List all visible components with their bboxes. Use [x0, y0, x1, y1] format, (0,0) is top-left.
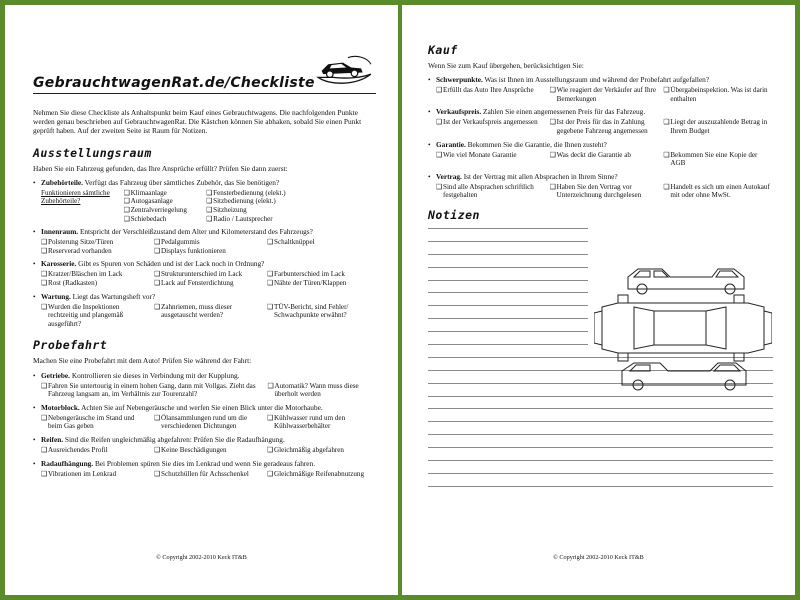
checklist-item-karosserie — [33, 259, 376, 287]
checkbox-icon[interactable]: ❑ — [267, 445, 274, 454]
checkbox-option[interactable]: ❑ Pedalgummis — [154, 238, 200, 247]
bullet-icon: • — [33, 402, 36, 412]
item-label: Vertrag. — [436, 171, 462, 181]
checkbox-icon[interactable]: ❑ — [267, 238, 274, 247]
item-label: Verkaufspreis. — [436, 107, 482, 117]
note-line[interactable] — [428, 292, 588, 305]
checklist-item-reifen — [33, 435, 376, 455]
item-label: Wartung. — [41, 291, 71, 301]
checkbox-icon[interactable]: ❑ — [549, 86, 556, 95]
item-label: Reifen. — [41, 434, 64, 444]
checklist-item-garantie — [428, 140, 773, 168]
checkbox-option[interactable]: ❑ Wie viel Monate Garantie — [436, 151, 546, 168]
note-line[interactable] — [428, 460, 773, 473]
item-text: Bei Problemen spüren Sie dies im Lenkrad und wenn Sie geradeaus fahren. — [94, 458, 316, 468]
checkbox-icon[interactable]: ❑ — [549, 182, 556, 191]
checkbox-icon[interactable]: ❑ — [436, 86, 443, 95]
checkbox-icon[interactable]: ❑ — [41, 445, 48, 454]
checkbox-option[interactable]: ❑ Sitzheizung — [206, 206, 247, 214]
item-label: Radaufhängung. — [41, 458, 94, 468]
item-text: Kontrollieren sie dieses in Verbindung mit der Kupplung. — [71, 370, 240, 380]
bullet-icon: • — [33, 291, 36, 301]
checkbox-icon[interactable]: ❑ — [267, 278, 274, 287]
checklist-item-getriebe — [33, 371, 376, 399]
note-line[interactable] — [428, 421, 773, 434]
checkbox-option[interactable]: ❑ Schiebedach — [123, 214, 167, 223]
note-line[interactable] — [428, 434, 773, 447]
bullet-icon: • — [428, 171, 431, 181]
checkbox-option[interactable]: ❑ Ölansammlungen rund um die verschiedenen Dichtungen — [154, 413, 248, 431]
section-heading-ausstellungsraum: Ausstellungsraum — [33, 145, 152, 160]
checkbox-option[interactable]: ❑ Bekommen Sie eine Kopie der AGB — [663, 150, 758, 168]
note-line[interactable] — [428, 486, 773, 499]
checkbox-icon[interactable]: ❑ — [154, 238, 161, 247]
checkbox-icon[interactable]: ❑ — [123, 214, 130, 223]
note-line[interactable] — [428, 408, 773, 421]
section-lead: Machen Sie eine Probefahrt mit dem Auto! Prüfen Sie während der Fahrt: — [33, 356, 252, 366]
checkbox-option[interactable]: ❑ Radio / Lautsprecher — [206, 214, 273, 223]
checkbox-option[interactable]: ❑ Autogasanlage — [123, 197, 173, 206]
checkbox-option[interactable]: ❑ Sind alle Absprachen schriftlich festgehalten — [436, 182, 534, 200]
checkbox-icon[interactable]: ❑ — [267, 302, 274, 311]
checkbox-option[interactable]: ❑ Reserverad vorhanden — [41, 246, 112, 255]
checklist-item-vertrag — [428, 172, 773, 200]
checkbox-option[interactable]: ❑ Kühlwasser rund um den Kühlwasserbehälter — [267, 413, 346, 431]
checkbox-icon[interactable]: ❑ — [663, 86, 670, 95]
item-label: Karosserie. — [41, 259, 77, 269]
item-text: Sind die Reifen ungleichmäßig abgefahren: Prüfen Sie die Radaufhängung. — [64, 434, 285, 444]
checkbox-option[interactable]: ❑ Keine Beschädigungen — [154, 445, 227, 454]
checkbox-option[interactable]: ❑ Gleichmäßige Reifenabnutzung — [267, 469, 365, 478]
item-text: Achten Sie auf Nebengeräusche und werfen Sie einen Blick unter die Motorhaube. — [81, 402, 323, 412]
checkbox-icon[interactable]: ❑ — [41, 381, 48, 390]
zubehoer-link-line1[interactable]: Funktionieren sämtliche — [41, 188, 110, 197]
checkbox-icon[interactable]: ❑ — [41, 278, 48, 287]
checkbox-option[interactable]: ❑ Liegt der auszuzahlende Betrag in Ihrem Budget — [663, 118, 768, 135]
checkbox-option[interactable]: ❑ Was deckt die Garantie ab — [550, 151, 660, 168]
checkbox-icon[interactable]: ❑ — [41, 469, 48, 478]
item-label: Zubehörteile. — [41, 177, 83, 187]
checkbox-option[interactable]: ❑ Ist der Verkaufspreis angemessen — [436, 118, 546, 135]
checkbox-icon[interactable]: ❑ — [549, 118, 556, 127]
section-heading-kauf: Kauf — [428, 43, 458, 57]
checkbox-option[interactable]: ❑ Strukturunterschied im Lack — [154, 270, 243, 279]
checkbox-icon[interactable]: ❑ — [663, 118, 670, 127]
checklist-item-radaufhaengung — [33, 459, 376, 479]
checkbox-option[interactable]: ❑ Displays funktionieren — [154, 246, 226, 255]
bullet-icon: • — [33, 434, 36, 444]
checkbox-option[interactable]: ❑ Erfüllt das Auto Ihre Ansprüche — [436, 86, 546, 103]
checkbox-option[interactable]: ❑ Sitzbedienung (elekt.) — [206, 197, 276, 206]
item-label: Motorblock. — [41, 402, 80, 412]
section-heading-notizen: Notizen — [428, 207, 480, 222]
checkbox-option[interactable]: ❑ Lack auf Fensterdichtung — [154, 278, 234, 287]
item-label: Schwerpunkte. — [436, 75, 483, 85]
note-line[interactable] — [428, 344, 588, 357]
checkbox-icon[interactable]: ❑ — [436, 118, 443, 127]
checkbox-icon[interactable]: ❑ — [154, 278, 161, 287]
checkbox-icon[interactable]: ❑ — [436, 150, 443, 159]
bullet-icon: • — [428, 75, 431, 85]
checkbox-option[interactable]: ❑ Nähte der Türen/Klappen — [267, 278, 347, 287]
checklist-item-motorblock — [33, 403, 376, 431]
copyright-footer: © Copyright 2002-2010 Keck IT&B — [553, 554, 644, 561]
item-text: Verfügt das Fahrzeug über sämtliches Zubehör, das Sie benötigen? — [84, 177, 280, 187]
zubehoer-link-block[interactable] — [41, 189, 120, 223]
item-text: Entspricht der Verschleißzustand dem Alter und Kilometerstand des Fahrzeugs? — [79, 227, 313, 237]
checkbox-option[interactable]: ❑ Nebengeräusche im Stand und beim Gas geben — [41, 413, 135, 431]
checklist-item-schwerpunkte — [428, 75, 773, 103]
checkbox-option[interactable]: ❑ Zentralverriegelung — [123, 206, 187, 214]
checkbox-icon[interactable]: ❑ — [206, 188, 213, 197]
checkbox-option[interactable]: ❑ Vibrationen im Lenkrad — [41, 469, 117, 478]
checkbox-option[interactable]: ❑ Farbunterschied im Lack — [267, 270, 345, 279]
checklist-item-verkaufspreis — [428, 107, 773, 135]
section-lead: Wenn Sie zum Kauf übergehen, berücksichtigen Sie: — [428, 61, 584, 70]
checkbox-option[interactable]: ❑ Gleichmäßig abgefahren — [267, 445, 344, 454]
checkbox-icon[interactable]: ❑ — [206, 197, 213, 206]
checkbox-icon[interactable]: ❑ — [41, 238, 48, 247]
checkbox-option[interactable]: ❑ Rost (Radkasten) — [41, 278, 98, 287]
checkbox-icon[interactable]: ❑ — [41, 413, 48, 422]
checkbox-icon[interactable]: ❑ — [123, 206, 130, 214]
note-line[interactable] — [428, 267, 588, 280]
checkbox-icon[interactable]: ❑ — [154, 246, 161, 255]
checkbox-icon[interactable]: ❑ — [549, 150, 556, 159]
bullet-icon: • — [33, 259, 36, 269]
checkbox-icon[interactable]: ❑ — [206, 206, 213, 214]
note-line[interactable] — [428, 241, 588, 254]
section-heading-probefahrt: Probefahrt — [33, 338, 108, 353]
item-text: Ist der Vertrag mit allen Absprachen in Ihrem Sinne? — [463, 171, 618, 181]
checkbox-option[interactable]: ❑ Schaltknüppel — [267, 238, 315, 247]
checkbox-option[interactable]: ❑ TÜV-Bericht, sind Fehler/ Schwachpunkte erwähnt? — [267, 303, 376, 329]
zubehoer-link-line2[interactable]: Zubehörteile? — [41, 197, 81, 206]
checkbox-icon[interactable]: ❑ — [267, 381, 274, 390]
checkbox-option[interactable]: ❑ Klimaanlage — [123, 188, 167, 197]
item-label: Innenraum. — [41, 227, 79, 237]
note-line[interactable] — [428, 331, 588, 344]
checkbox-option[interactable]: ❑ Kratzer/Bläschen im Lack — [41, 270, 123, 279]
checkbox-icon[interactable]: ❑ — [154, 413, 161, 422]
checkbox-icon[interactable]: ❑ — [154, 469, 161, 478]
note-line[interactable] — [428, 447, 773, 460]
bullet-icon: • — [33, 177, 36, 187]
checkbox-icon[interactable]: ❑ — [41, 302, 48, 311]
checkbox-option[interactable]: ❑ Fahren Sie untertourig in einem hohen Gang, dann mit Vollgas. Zieht das Fahrzeug langsam an, im Verhältnis zur Tourenzahl? — [41, 381, 256, 399]
bullet-icon: • — [33, 370, 36, 380]
copyright-footer: © Copyright 2002-2010 Keck IT&B — [156, 554, 247, 561]
checkbox-icon[interactable]: ❑ — [123, 188, 130, 197]
checkbox-icon[interactable]: ❑ — [123, 197, 130, 206]
checkbox-icon[interactable]: ❑ — [154, 445, 161, 454]
item-text: Zahlen Sie einen angemessenen Preis für das Fahrzeug. — [483, 107, 646, 117]
item-text: Gibt es Spuren von Schäden und ist der Lack noch in Ordnung? — [78, 259, 265, 269]
note-line[interactable] — [428, 396, 773, 409]
section-lead: Haben Sie ein Fahrzeug gefunden, das Ihre Ansprüche erfüllt? Prüfen Sie dann zuerst: — [33, 163, 288, 173]
checkbox-icon[interactable]: ❑ — [206, 214, 213, 223]
item-text: Was ist Ihnen im Ausstellungsraum und während der Probefahrt aufgefallen? — [484, 75, 710, 85]
note-line[interactable] — [428, 254, 588, 267]
checkbox-icon[interactable]: ❑ — [663, 150, 670, 159]
item-text: Liegt das Wartungsheft vor? — [72, 291, 156, 301]
checklist-page-2 — [402, 5, 795, 595]
checklist-item-zubehoerteile — [33, 178, 376, 223]
checkbox-icon[interactable]: ❑ — [436, 182, 443, 191]
checkbox-icon[interactable]: ❑ — [267, 270, 274, 279]
note-line[interactable] — [428, 318, 588, 331]
checkbox-option[interactable]: ❑ Zahnriemen, muss dieser ausgetauscht werden? — [154, 303, 263, 329]
checkbox-icon[interactable]: ❑ — [41, 246, 48, 255]
checklist-item-wartung — [33, 292, 376, 329]
checkbox-option[interactable]: ❑ Handelt es sich um einen Autokauf mit oder ohne MwSt. — [663, 182, 770, 200]
checkbox-option[interactable]: ❑ Wurden die Inspektionen rechtzeitig und plangemäß ausgeführt? — [41, 302, 124, 328]
header — [33, 49, 376, 91]
checkbox-icon[interactable]: ❑ — [154, 270, 161, 279]
item-text: Bekommen Sie die Garantie, die Ihnen zusteht? — [467, 139, 607, 149]
checkbox-option[interactable]: ❑ Haben Sie den Vertrag vor Unterzeichnung durchgelesen — [549, 182, 642, 200]
checkbox-icon[interactable]: ❑ — [41, 270, 48, 279]
checkbox-option[interactable]: ❑ Fensterbedienung (elekt.) — [206, 188, 286, 197]
checkbox-icon[interactable]: ❑ — [154, 302, 161, 311]
bullet-icon: • — [428, 107, 431, 117]
checkbox-option[interactable]: ❑ Ausreichendes Profil — [41, 445, 108, 454]
bullet-icon: • — [33, 458, 36, 468]
bullet-icon: • — [33, 227, 36, 237]
page-title: GebrauchtwagenRat.de/Checkliste — [33, 75, 315, 91]
car-hand-logo-icon — [315, 49, 374, 91]
checkbox-option[interactable]: ❑ Automatik? Wann muss diese überholt werden — [267, 381, 359, 399]
note-line[interactable] — [428, 473, 773, 486]
checkbox-icon[interactable]: ❑ — [267, 469, 274, 478]
note-line[interactable] — [428, 228, 588, 241]
checkbox-option[interactable]: ❑ Polsterung Sitze/Türen — [41, 238, 114, 247]
bullet-icon: • — [428, 139, 431, 149]
checkbox-option[interactable]: ❑ Wie reagiert der Verkäufer auf Ihre Bemerkungen — [549, 86, 657, 103]
checkbox-icon[interactable]: ❑ — [663, 182, 670, 191]
checklist-item-innenraum — [33, 227, 376, 255]
checkbox-option[interactable]: ❑ Schutzhüllen für Achsschenkel — [154, 469, 249, 478]
note-line[interactable] — [428, 305, 588, 318]
car-damage-diagram-icon — [594, 267, 772, 395]
note-line[interactable] — [428, 280, 588, 293]
intro-text: Nehmen Sie diese Checkliste als Anhaltspunkt beim Kauf eines Gebrauchtwagens. Die nachfolgenden Punkte werden genau beschrieben auf GebrauchtwagenRat. Die Kästchen können Sie abhaken, sobald Sie einen Punkt geprüft haben. Auf der zweiten Seite ist Raum für Notizen. — [33, 108, 362, 136]
checkbox-option[interactable]: ❑ Übergabeinspektion. Was ist darin enthalten — [663, 86, 768, 103]
item-label: Getriebe. — [41, 370, 70, 380]
title-rule — [33, 93, 376, 94]
checkbox-option[interactable]: ❑ Ist der Preis für das in Zahlung gegebene Fahrzeug angemessen — [549, 118, 648, 135]
item-label: Garantie. — [436, 139, 466, 149]
checkbox-icon[interactable]: ❑ — [267, 413, 274, 422]
checklist-page-1 — [5, 5, 398, 595]
